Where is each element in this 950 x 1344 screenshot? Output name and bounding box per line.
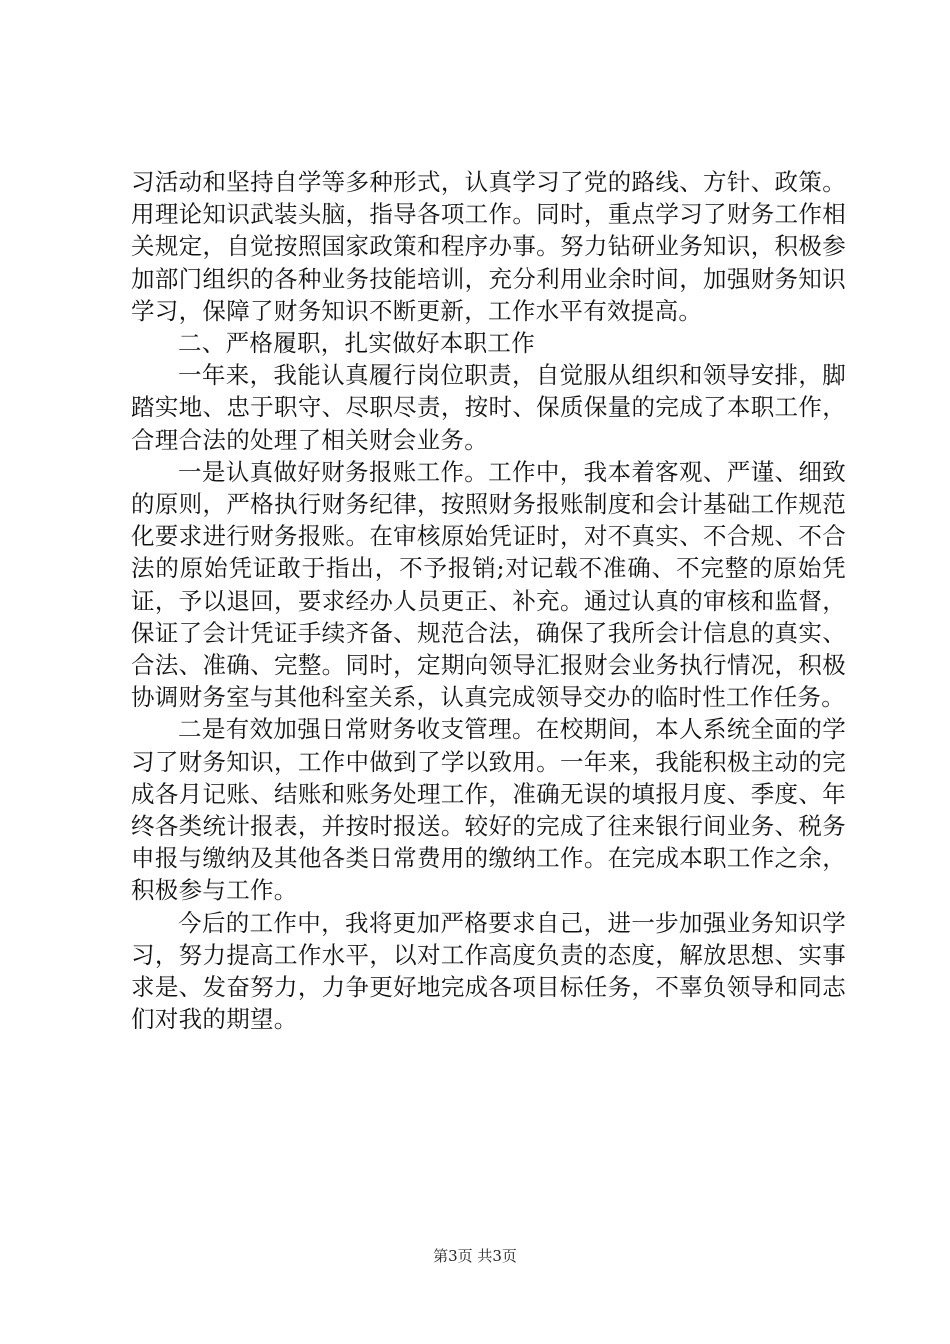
page-number-footer: 第3页 共3页 [433, 1247, 517, 1265]
document-body [131, 166, 846, 1035]
paragraph: 一年来，我能认真履行岗位职责，自觉服从组织和领导安排，脚踏实地、忠于职守、尽职尽责，按时、保质保量的完成了本职工作，合理合法的处理了相关财会业务。 [131, 361, 846, 454]
paragraph: 二是有效加强日常财务收支管理。在校期间，本人系统全面的学习了财务知识，工作中做到了学以致用。一年来，我能积极主动的完成各月记账、结账和账务处理工作，准确无误的填报月度、季度、年终各类统计报表，并按时报送。较好的完成了往来银行间业务、税务申报与缴纳及其他各类日常费用的缴纳工作。在完成本职工作之余，积极参与工作。 [131, 715, 846, 905]
paragraph: 一是认真做好财务报账工作。工作中，我本着客观、严谨、细致的原则，严格执行财务纪律，按照财务报账制度和会计基础工作规范化要求进行财务报账。在审核原始凭证时，对不真实、不合规、不合法的原始凭证敢于指出，不予报销;对记载不准确、不完整的原始凭证，予以退回，要求经办人员更正、补充。通过认真的审核和监督，保证了会计凭证手续齐备、规范合法，确保了我所会计信息的真实、合法、准确、完整。同时，定期向领导汇报财会业务执行情况，积极协调财务室与其他科室关系，认真完成领导交办的临时性工作任务。 [131, 457, 846, 712]
paragraph: 今后的工作中，我将更加严格要求自己，进一步加强业务知识学习，努力提高工作水平，以对工作高度负责的态度，解放思想、实事求是、发奋努力，力争更好地完成各项目标任务，不辜负领导和同志们对我的期望。 [131, 908, 846, 1034]
paragraph-continuation: 习活动和坚持自学等多种形式，认真学习了党的路线、方针、政策。用理论知识武装头脑，指导各项工作。同时，重点学习了财务工作相关规定，自觉按照国家政策和程序办事。努力钻研业务知识，积极参加部门组织的各种业务技能培训，充分利用业余时间，加强财务知识学习，保障了财务知识不断更新，工作水平有效提高。 [131, 168, 846, 325]
section-heading: 二、严格履职，扎实做好本职工作 [178, 329, 535, 358]
